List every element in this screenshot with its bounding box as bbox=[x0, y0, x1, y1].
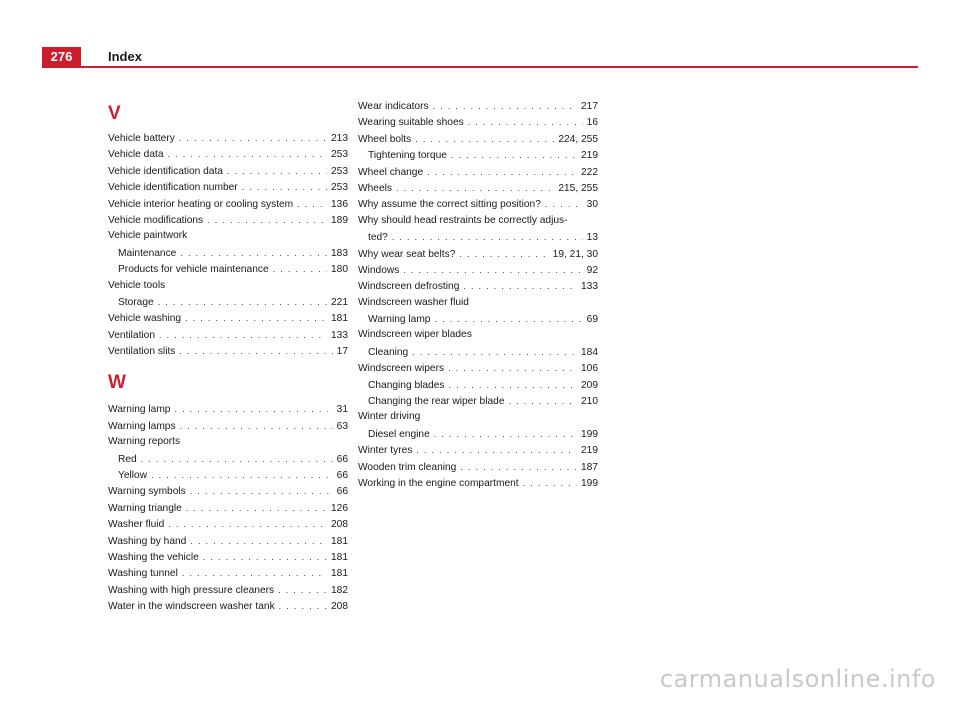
index-entry bbox=[108, 179, 348, 195]
entry-term: Winter tyres bbox=[358, 445, 413, 457]
index-entry bbox=[108, 549, 348, 565]
index-entry bbox=[358, 98, 598, 114]
entry-term: Warning lamp bbox=[108, 404, 171, 416]
entry-page-ref: 210 bbox=[581, 396, 598, 408]
index-entry bbox=[108, 146, 348, 162]
entry-page-ref: 63 bbox=[336, 420, 348, 432]
dot-leader bbox=[448, 377, 577, 393]
dot-leader bbox=[396, 180, 554, 196]
entry-term: Diesel engine bbox=[368, 428, 430, 440]
entry-term: Why wear seat belts? bbox=[358, 248, 456, 260]
index-subentry bbox=[358, 344, 598, 360]
dot-leader bbox=[207, 212, 327, 228]
index-entry bbox=[358, 246, 598, 262]
page-number-badge: 276 bbox=[42, 47, 81, 67]
dot-leader bbox=[297, 196, 327, 212]
index-group-w bbox=[108, 401, 348, 614]
index-heading: Windscreen washer fluid bbox=[358, 296, 469, 308]
entry-term: Vehicle identification number bbox=[108, 182, 238, 194]
entry-page-ref: 13 bbox=[586, 232, 598, 244]
entry-term: Wheel bolts bbox=[358, 133, 412, 145]
dot-leader bbox=[434, 311, 582, 327]
entry-page-ref: 181 bbox=[331, 551, 348, 563]
entry-term: Wear indicators bbox=[358, 101, 429, 112]
index-entry bbox=[358, 262, 598, 278]
dot-leader bbox=[427, 164, 577, 180]
index-group-v bbox=[108, 130, 348, 359]
dot-leader bbox=[412, 344, 577, 360]
dot-leader bbox=[545, 196, 583, 212]
entry-page-ref: 217 bbox=[581, 101, 598, 112]
entry-page-ref: 183 bbox=[331, 247, 348, 259]
entry-term: Wheels bbox=[358, 182, 392, 194]
entry-page-ref: 224, 255 bbox=[558, 133, 598, 145]
dot-leader bbox=[179, 130, 327, 146]
dot-leader bbox=[509, 393, 578, 409]
entry-term: Products for vehicle maintenance bbox=[118, 264, 269, 276]
entry-page-ref: 213 bbox=[331, 133, 348, 144]
index-entry bbox=[358, 475, 598, 491]
entry-page-ref: 69 bbox=[586, 314, 598, 326]
index-subentry bbox=[108, 451, 348, 467]
entry-page-ref: 92 bbox=[586, 264, 598, 276]
entry-term: Windscreen wipers bbox=[358, 363, 445, 375]
dot-leader bbox=[227, 163, 327, 179]
dot-leader bbox=[273, 261, 327, 277]
dot-leader bbox=[433, 98, 577, 114]
entry-page-ref: 222 bbox=[581, 166, 598, 178]
dot-leader bbox=[242, 179, 327, 195]
entry-term: Why assume the correct sitting position? bbox=[358, 199, 541, 211]
index-column-left bbox=[108, 98, 348, 615]
entry-page-ref: 136 bbox=[331, 198, 348, 210]
dot-leader bbox=[468, 114, 583, 130]
index-subentry bbox=[108, 245, 348, 261]
entry-term: Tightening torque bbox=[368, 150, 447, 162]
entry-page-ref: 180 bbox=[331, 264, 348, 276]
index-entry bbox=[108, 516, 348, 532]
index-subentry bbox=[108, 261, 348, 277]
entry-term: Windscreen defrosting bbox=[358, 281, 460, 293]
entry-page-ref: 187 bbox=[581, 461, 598, 473]
index-entry bbox=[358, 442, 598, 458]
entry-term: Ventilation bbox=[108, 329, 156, 341]
entry-term: Wearing suitable shoes bbox=[358, 117, 464, 129]
entry-page-ref: 66 bbox=[336, 470, 348, 482]
entry-page-ref: 66 bbox=[336, 486, 348, 498]
entry-page-ref: 189 bbox=[331, 214, 348, 226]
dot-leader bbox=[278, 582, 327, 598]
entry-page-ref: 199 bbox=[581, 428, 598, 440]
index-subentry bbox=[108, 467, 348, 483]
dot-leader bbox=[141, 451, 333, 467]
dot-leader bbox=[168, 146, 327, 162]
dot-leader bbox=[180, 245, 327, 261]
index-heading: Windscreen wiper blades bbox=[358, 329, 472, 341]
dot-leader bbox=[451, 147, 577, 163]
index-group-w-continued bbox=[358, 98, 598, 491]
entry-page-ref: 133 bbox=[331, 329, 348, 341]
entry-page-ref: 221 bbox=[331, 296, 348, 308]
index-entry bbox=[108, 327, 348, 343]
entry-page-ref: 181 bbox=[331, 568, 348, 580]
dot-leader bbox=[190, 483, 333, 499]
entry-term: Maintenance bbox=[118, 247, 177, 259]
entry-term: Working in the engine compartment bbox=[358, 477, 519, 489]
entry-term: Warning lamps bbox=[108, 420, 176, 432]
entry-term: Red bbox=[118, 453, 137, 465]
dot-leader bbox=[416, 442, 577, 458]
entry-term: Washing by hand bbox=[108, 535, 187, 547]
entry-page-ref: 253 bbox=[331, 165, 348, 177]
entry-page-ref: 30 bbox=[586, 199, 598, 211]
entry-page-ref: 253 bbox=[331, 149, 348, 161]
letter-heading-v: V bbox=[108, 103, 121, 124]
entry-term: Water in the windscreen washer tank bbox=[108, 601, 275, 613]
index-heading: Vehicle paintwork bbox=[108, 230, 188, 242]
index-entry bbox=[358, 180, 598, 196]
entry-page-ref: 181 bbox=[331, 535, 348, 547]
index-entry bbox=[108, 598, 348, 614]
dot-leader bbox=[434, 426, 577, 442]
entry-page-ref: 215, 255 bbox=[558, 182, 598, 194]
index-entry bbox=[108, 418, 348, 434]
entry-term: Cleaning bbox=[368, 346, 409, 358]
dot-leader bbox=[448, 360, 577, 376]
dot-leader bbox=[203, 549, 327, 565]
entry-term: Ventilation slits bbox=[108, 346, 176, 358]
index-entry bbox=[358, 164, 598, 180]
index-column-right bbox=[358, 98, 598, 491]
entry-term: ted? bbox=[368, 232, 388, 244]
entry-page-ref: 31 bbox=[336, 404, 348, 416]
dot-leader bbox=[182, 565, 327, 581]
dot-leader bbox=[403, 262, 582, 278]
entry-page-ref: 16 bbox=[586, 117, 598, 129]
entry-page-ref: 253 bbox=[331, 182, 348, 194]
dot-leader bbox=[151, 467, 333, 483]
index-subentry bbox=[358, 393, 598, 409]
index-subentry bbox=[358, 229, 598, 245]
section-title: Index bbox=[108, 49, 142, 64]
entry-page-ref: 208 bbox=[331, 601, 348, 613]
index-entry bbox=[358, 278, 598, 294]
entry-term: Vehicle identification data bbox=[108, 165, 223, 177]
entry-term: Storage bbox=[118, 296, 154, 308]
index-entry bbox=[358, 114, 598, 130]
index-entry bbox=[108, 130, 348, 146]
letter-heading-w: W bbox=[108, 372, 126, 394]
index-entry bbox=[108, 343, 348, 359]
dot-leader bbox=[190, 533, 327, 549]
index-entry bbox=[358, 360, 598, 376]
dot-leader bbox=[459, 246, 548, 262]
dot-leader bbox=[174, 401, 332, 417]
entry-page-ref: 208 bbox=[331, 519, 348, 531]
index-entry bbox=[108, 310, 348, 326]
entry-term: Vehicle data bbox=[108, 149, 164, 161]
index-heading: Vehicle tools bbox=[108, 279, 166, 291]
entry-page-ref: 17 bbox=[336, 346, 348, 358]
dot-leader bbox=[279, 598, 327, 614]
entry-term: Washing the vehicle bbox=[108, 551, 199, 563]
dot-leader bbox=[185, 310, 327, 326]
dot-leader bbox=[159, 327, 327, 343]
index-entry bbox=[108, 500, 348, 516]
entry-page-ref: 209 bbox=[581, 379, 598, 391]
index-subentry bbox=[358, 377, 598, 393]
entry-page-ref: 182 bbox=[331, 584, 348, 596]
index-entry bbox=[358, 459, 598, 475]
entry-page-ref: 106 bbox=[581, 363, 598, 375]
entry-term: Wheel change bbox=[358, 166, 424, 178]
dot-leader bbox=[460, 459, 577, 475]
dot-leader bbox=[463, 278, 577, 294]
entry-page-ref: 184 bbox=[581, 346, 598, 358]
watermark-text: carmanualsonline.info bbox=[659, 665, 936, 693]
entry-page-ref: 133 bbox=[581, 281, 598, 293]
index-heading: Winter driving bbox=[358, 411, 421, 423]
entry-term: Washing tunnel bbox=[108, 568, 178, 580]
dot-leader bbox=[158, 294, 327, 310]
entry-term: Vehicle battery bbox=[108, 133, 175, 144]
entry-term: Vehicle washing bbox=[108, 313, 182, 325]
entry-term: Warning symbols bbox=[108, 486, 186, 498]
index-heading: Warning reports bbox=[108, 436, 181, 448]
index-entry bbox=[108, 212, 348, 228]
index-subentry bbox=[358, 311, 598, 327]
index-entry bbox=[108, 401, 348, 417]
page-header bbox=[0, 0, 960, 70]
entry-term: Changing blades bbox=[368, 379, 445, 391]
entry-page-ref: 219 bbox=[581, 445, 598, 457]
entry-term: Windows bbox=[358, 264, 400, 276]
entry-term: Washing with high pressure cleaners bbox=[108, 584, 275, 596]
entry-term: Changing the rear wiper blade bbox=[368, 396, 505, 408]
entry-term: Yellow bbox=[118, 470, 148, 482]
header-rule bbox=[42, 66, 918, 68]
dot-leader bbox=[415, 131, 554, 147]
index-entry bbox=[108, 163, 348, 179]
dot-leader bbox=[179, 343, 332, 359]
entry-term: Vehicle modifications bbox=[108, 214, 204, 226]
entry-page-ref: 66 bbox=[336, 453, 348, 465]
entry-page-ref: 181 bbox=[331, 313, 348, 325]
entry-term: Warning lamp bbox=[368, 314, 431, 326]
entry-page-ref: 19, 21, 30 bbox=[552, 248, 598, 260]
entry-term: Vehicle interior heating or cooling system bbox=[108, 198, 294, 210]
index-subentry bbox=[358, 426, 598, 442]
entry-term: Warning triangle bbox=[108, 502, 182, 514]
entry-page-ref: 219 bbox=[581, 150, 598, 162]
index-entry bbox=[358, 131, 598, 147]
dot-leader bbox=[180, 418, 333, 434]
index-subentry bbox=[108, 294, 348, 310]
dot-leader bbox=[168, 516, 327, 532]
index-subentry bbox=[358, 147, 598, 163]
entry-term: Washer fluid bbox=[108, 519, 165, 531]
index-heading: Why should head restraints be correctly adjus- bbox=[358, 214, 568, 226]
entry-page-ref: 126 bbox=[331, 502, 348, 514]
dot-leader bbox=[186, 500, 327, 516]
index-entry bbox=[108, 582, 348, 598]
index-entry bbox=[108, 483, 348, 499]
dot-leader bbox=[523, 475, 577, 491]
dot-leader bbox=[392, 229, 583, 245]
index-entry bbox=[108, 196, 348, 212]
index-entry bbox=[358, 196, 598, 212]
entry-term: Wooden trim cleaning bbox=[358, 461, 457, 473]
entry-page-ref: 199 bbox=[581, 477, 598, 489]
index-entry bbox=[108, 533, 348, 549]
index-entry bbox=[108, 565, 348, 581]
